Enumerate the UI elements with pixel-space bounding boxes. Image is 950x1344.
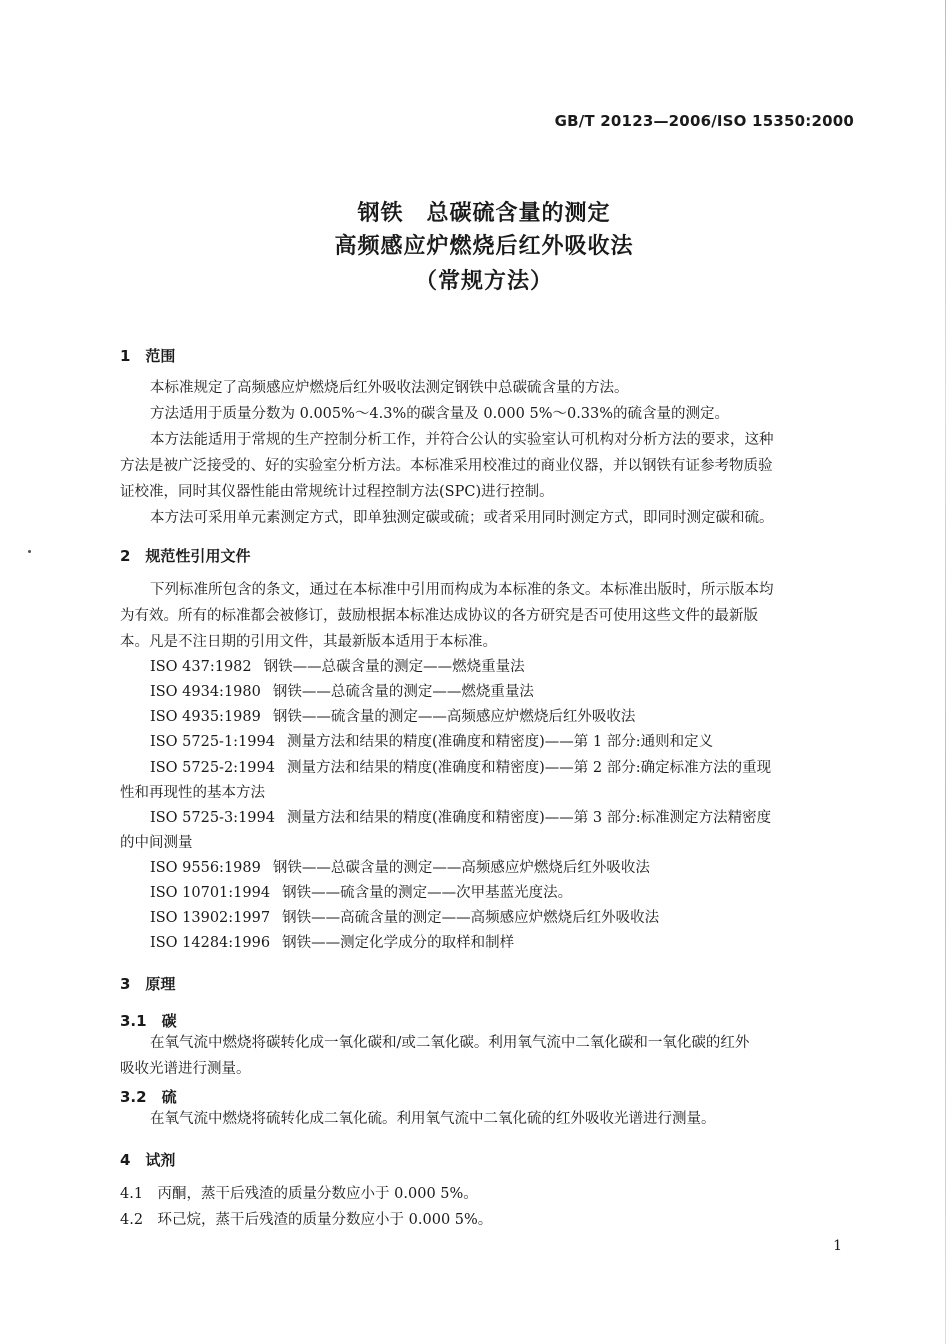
- section-2-intro-line-3: 本。凡是不注日期的引用文件，其最新版本适用于本标准。: [120, 634, 497, 650]
- reference-code: ISO 4934:1980: [150, 684, 261, 700]
- standard-number: GB/T 20123—2006/ISO 15350:2000: [554, 112, 854, 130]
- section-3-2-heading: 3.2 硫: [120, 1088, 177, 1106]
- reference-code: ISO 5725-1:1994: [150, 734, 275, 750]
- section-2-heading: 2 规范性引用文件: [120, 547, 251, 565]
- section-3-1-heading: 3.1 碳: [120, 1012, 177, 1030]
- section-4-heading: 4 试剂: [120, 1151, 176, 1169]
- reference-title: 钢铁——测定化学成分的取样和制样: [282, 935, 515, 951]
- reference-title: 钢铁——总碳含量的测定——高频感应炉燃烧后红外吸收法: [272, 860, 650, 876]
- section-1-paragraph-3-line-2: 方法是被广泛接受的、好的实验室分析方法。本标准采用校准过的商业仪器，并以钢铁有证参考物质验: [120, 458, 773, 474]
- reference-item: [150, 685, 534, 700]
- reference-title: 钢铁——硫含量的测定——高频感应炉燃烧后红外吸收法: [272, 709, 636, 725]
- reference-title: 钢铁——总碳含量的测定——燃烧重量法: [263, 659, 525, 675]
- reference-title: 钢铁——硫含量的测定——次甲基蓝光度法。: [282, 885, 573, 901]
- section-3-1-line-1: 在氧气流中燃烧将碳转化成一氧化碳和/或二氧化碳。利用氧气流中二氧化碳和一氧化碳的红外: [150, 1035, 750, 1051]
- reference-item: [150, 936, 514, 951]
- reference-code: ISO 14284:1996: [150, 935, 271, 951]
- reference-item: [150, 710, 635, 725]
- scan-speck: [28, 550, 31, 553]
- reference-code: ISO 4935:1989: [150, 709, 261, 725]
- reference-continuation: 性和再现性的基本方法: [120, 785, 265, 801]
- section-4-item-2: 4.2 环己烷，蒸干后残渣的质量分数应小于 0.000 5%。: [120, 1212, 493, 1228]
- title-line-3: （常规方法）: [414, 269, 553, 294]
- reference-title: 钢铁——总硫含量的测定——燃烧重量法: [272, 684, 534, 700]
- reference-item: [150, 660, 525, 675]
- reference-code: ISO 13902:1997: [150, 910, 271, 926]
- reference-code: ISO 10701:1994: [150, 885, 271, 901]
- section-3-2-line-1: 在氧气流中燃烧将硫转化成二氧化硫。利用氧气流中二氧化硫的红外吸收光谱进行测量。: [150, 1111, 716, 1127]
- section-1-heading: 1 范围: [120, 347, 176, 365]
- section-3-1-line-2: 吸收光谱进行测量。: [120, 1061, 251, 1077]
- reference-item: [150, 761, 771, 776]
- reference-code: ISO 5725-2:1994: [150, 760, 275, 776]
- section-4-item-1: 4.1 丙酮，蒸干后残渣的质量分数应小于 0.000 5%。: [120, 1186, 478, 1202]
- title-line-2: 高频感应炉燃烧后红外吸收法: [334, 234, 634, 259]
- reference-item: [150, 735, 713, 750]
- reference-continuation: 的中间测量: [120, 835, 193, 851]
- reference-title: 钢铁——高硫含量的测定——高频感应炉燃烧后红外吸收法: [282, 910, 660, 926]
- section-1-paragraph-1: 本标准规定了高频感应炉燃烧后红外吸收法测定钢铁中总碳硫含量的方法。: [150, 380, 629, 396]
- section-1-paragraph-4: 本方法可采用单元素测定方式，即单独测定碳或硫；或者采用同时测定方式，即同时测定碳和硫。: [150, 510, 774, 526]
- reference-item: [150, 886, 572, 901]
- reference-title: 测量方法和结果的精度(准确度和精密度)——第 1 部分:通则和定义: [286, 734, 714, 750]
- section-2-intro-line-1: 下列标准所包含的条文，通过在本标准中引用而构成为本标准的条文。本标准出版时，所示版本均: [150, 582, 774, 598]
- reference-item: [150, 861, 650, 876]
- reference-title: 测量方法和结果的精度(准确度和精密度)——第 2 部分:确定标准方法的重现: [286, 760, 772, 776]
- reference-code: ISO 9556:1989: [150, 860, 261, 876]
- reference-code: ISO 5725-3:1994: [150, 810, 275, 826]
- section-3-heading: 3 原理: [120, 975, 176, 993]
- reference-code: ISO 437:1982: [150, 659, 252, 675]
- page-number: 1: [833, 1238, 842, 1254]
- section-1-paragraph-2: 方法适用于质量分数为 0.005%～4.3%的碳含量及 0.000 5%～0.33%的硫含量的测定。: [150, 406, 730, 422]
- reference-item: [150, 911, 659, 926]
- section-2-intro-line-2: 为有效。所有的标准都会被修订，鼓励根据本标准达成协议的各方研究是否可使用这些文件的最新版: [120, 608, 758, 624]
- title-line-1: 钢铁 总碳硫含量的测定: [357, 201, 611, 226]
- section-1-paragraph-3-line-3: 证校准，同时其仪器性能由常规统计过程控制方法(SPC)进行控制。: [120, 484, 554, 500]
- reference-title: 测量方法和结果的精度(准确度和精密度)——第 3 部分:标准测定方法精密度: [286, 810, 772, 826]
- reference-item: [150, 811, 771, 826]
- section-1-paragraph-3-line-1: 本方法能适用于常规的生产控制分析工作，并符合公认的实验室认可机构对分析方法的要求，这种: [150, 432, 774, 448]
